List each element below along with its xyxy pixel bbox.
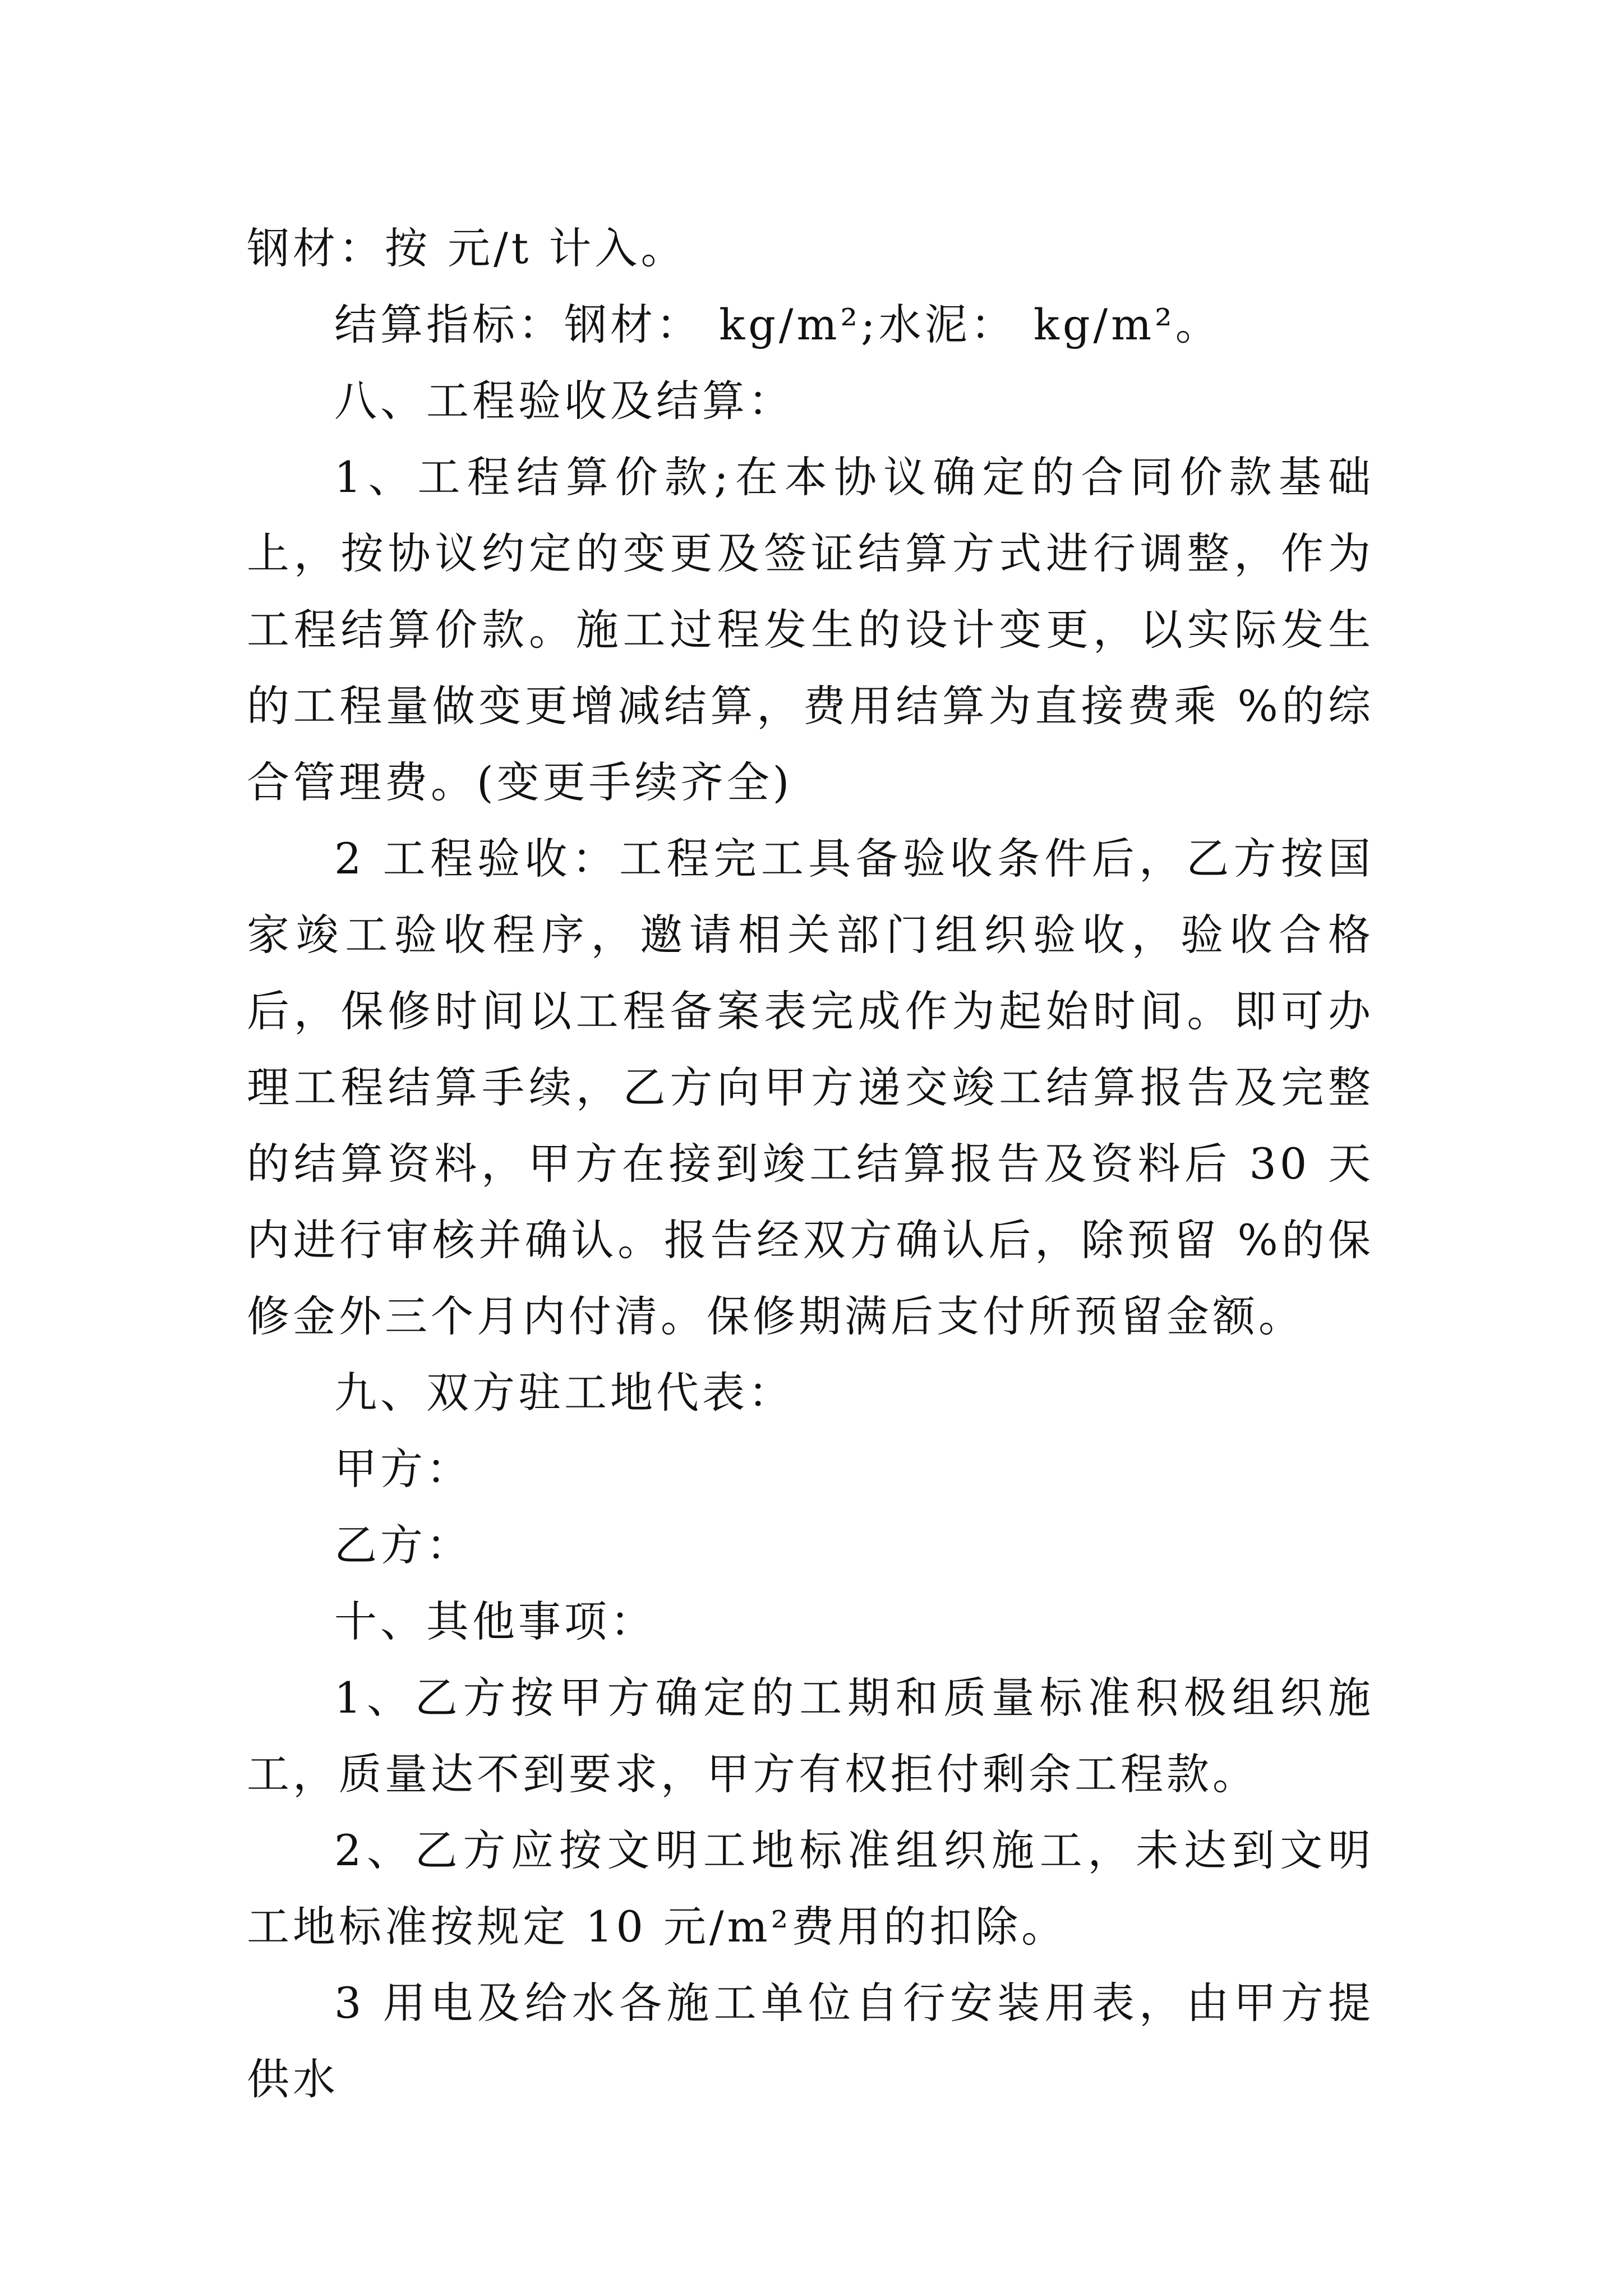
document-body	[247, 210, 1374, 2118]
paragraph-civilized-site: 2、乙方应按文明工地标准组织施工，未达到文明工地标准按规定 10 元/m²费用的扣除。	[247, 1825, 1374, 1952]
section-heading-other-matters: 十、其他事项：	[334, 1596, 656, 1646]
paragraph-project-acceptance: 2 工程验收：工程完工具备验收条件后，乙方按国家竣工验收程序，邀请相关部门组织验收，验收合格后，保修时间以工程备案表完成作为起始时间。即可办理工程结算手续，乙方向甲方递交竣工结算报告及完整的结算资料，甲方在接到竣工结算报告及资料后 30 天内进行审核并确认。报告经双方确认后，除预留 %的保修金外三个月内付清。保修期满后支付所预留金额。	[247, 834, 1374, 1341]
paragraph-settlement-indicators: 结算指标：钢材： kg/m²;水泥： kg/m²。	[334, 300, 1221, 349]
paragraph-schedule-quality: 1、乙方按甲方确定的工期和质量标准积极组织施工，质量达不到要求，甲方有权拒付剩余工程款。	[247, 1673, 1374, 1799]
section-heading-acceptance-settlement: 八、工程验收及结算：	[334, 376, 794, 426]
paragraph-steel-pricing: 钢材：按 元/t 计入。	[247, 223, 687, 273]
section-heading-site-representatives: 九、双方驻工地代表：	[334, 1368, 794, 1418]
party-b-representative: 乙方：	[334, 1520, 472, 1570]
paragraph-settlement-price: 1、工程结算价款;在本协议确定的合同价款基础上，按协议约定的变更及签证结算方式进行调整，作为工程结算价款。施工过程发生的设计变更，以实际发生的工程量做变更增减结算，费用结算为直接费乘 %的综合管理费。(变更手续齐全)	[247, 452, 1374, 807]
party-a-representative: 甲方：	[334, 1444, 472, 1494]
paragraph-utilities: 3 用电及给水各施工单位自行安装用表，由甲方提供水	[247, 1978, 1374, 2104]
